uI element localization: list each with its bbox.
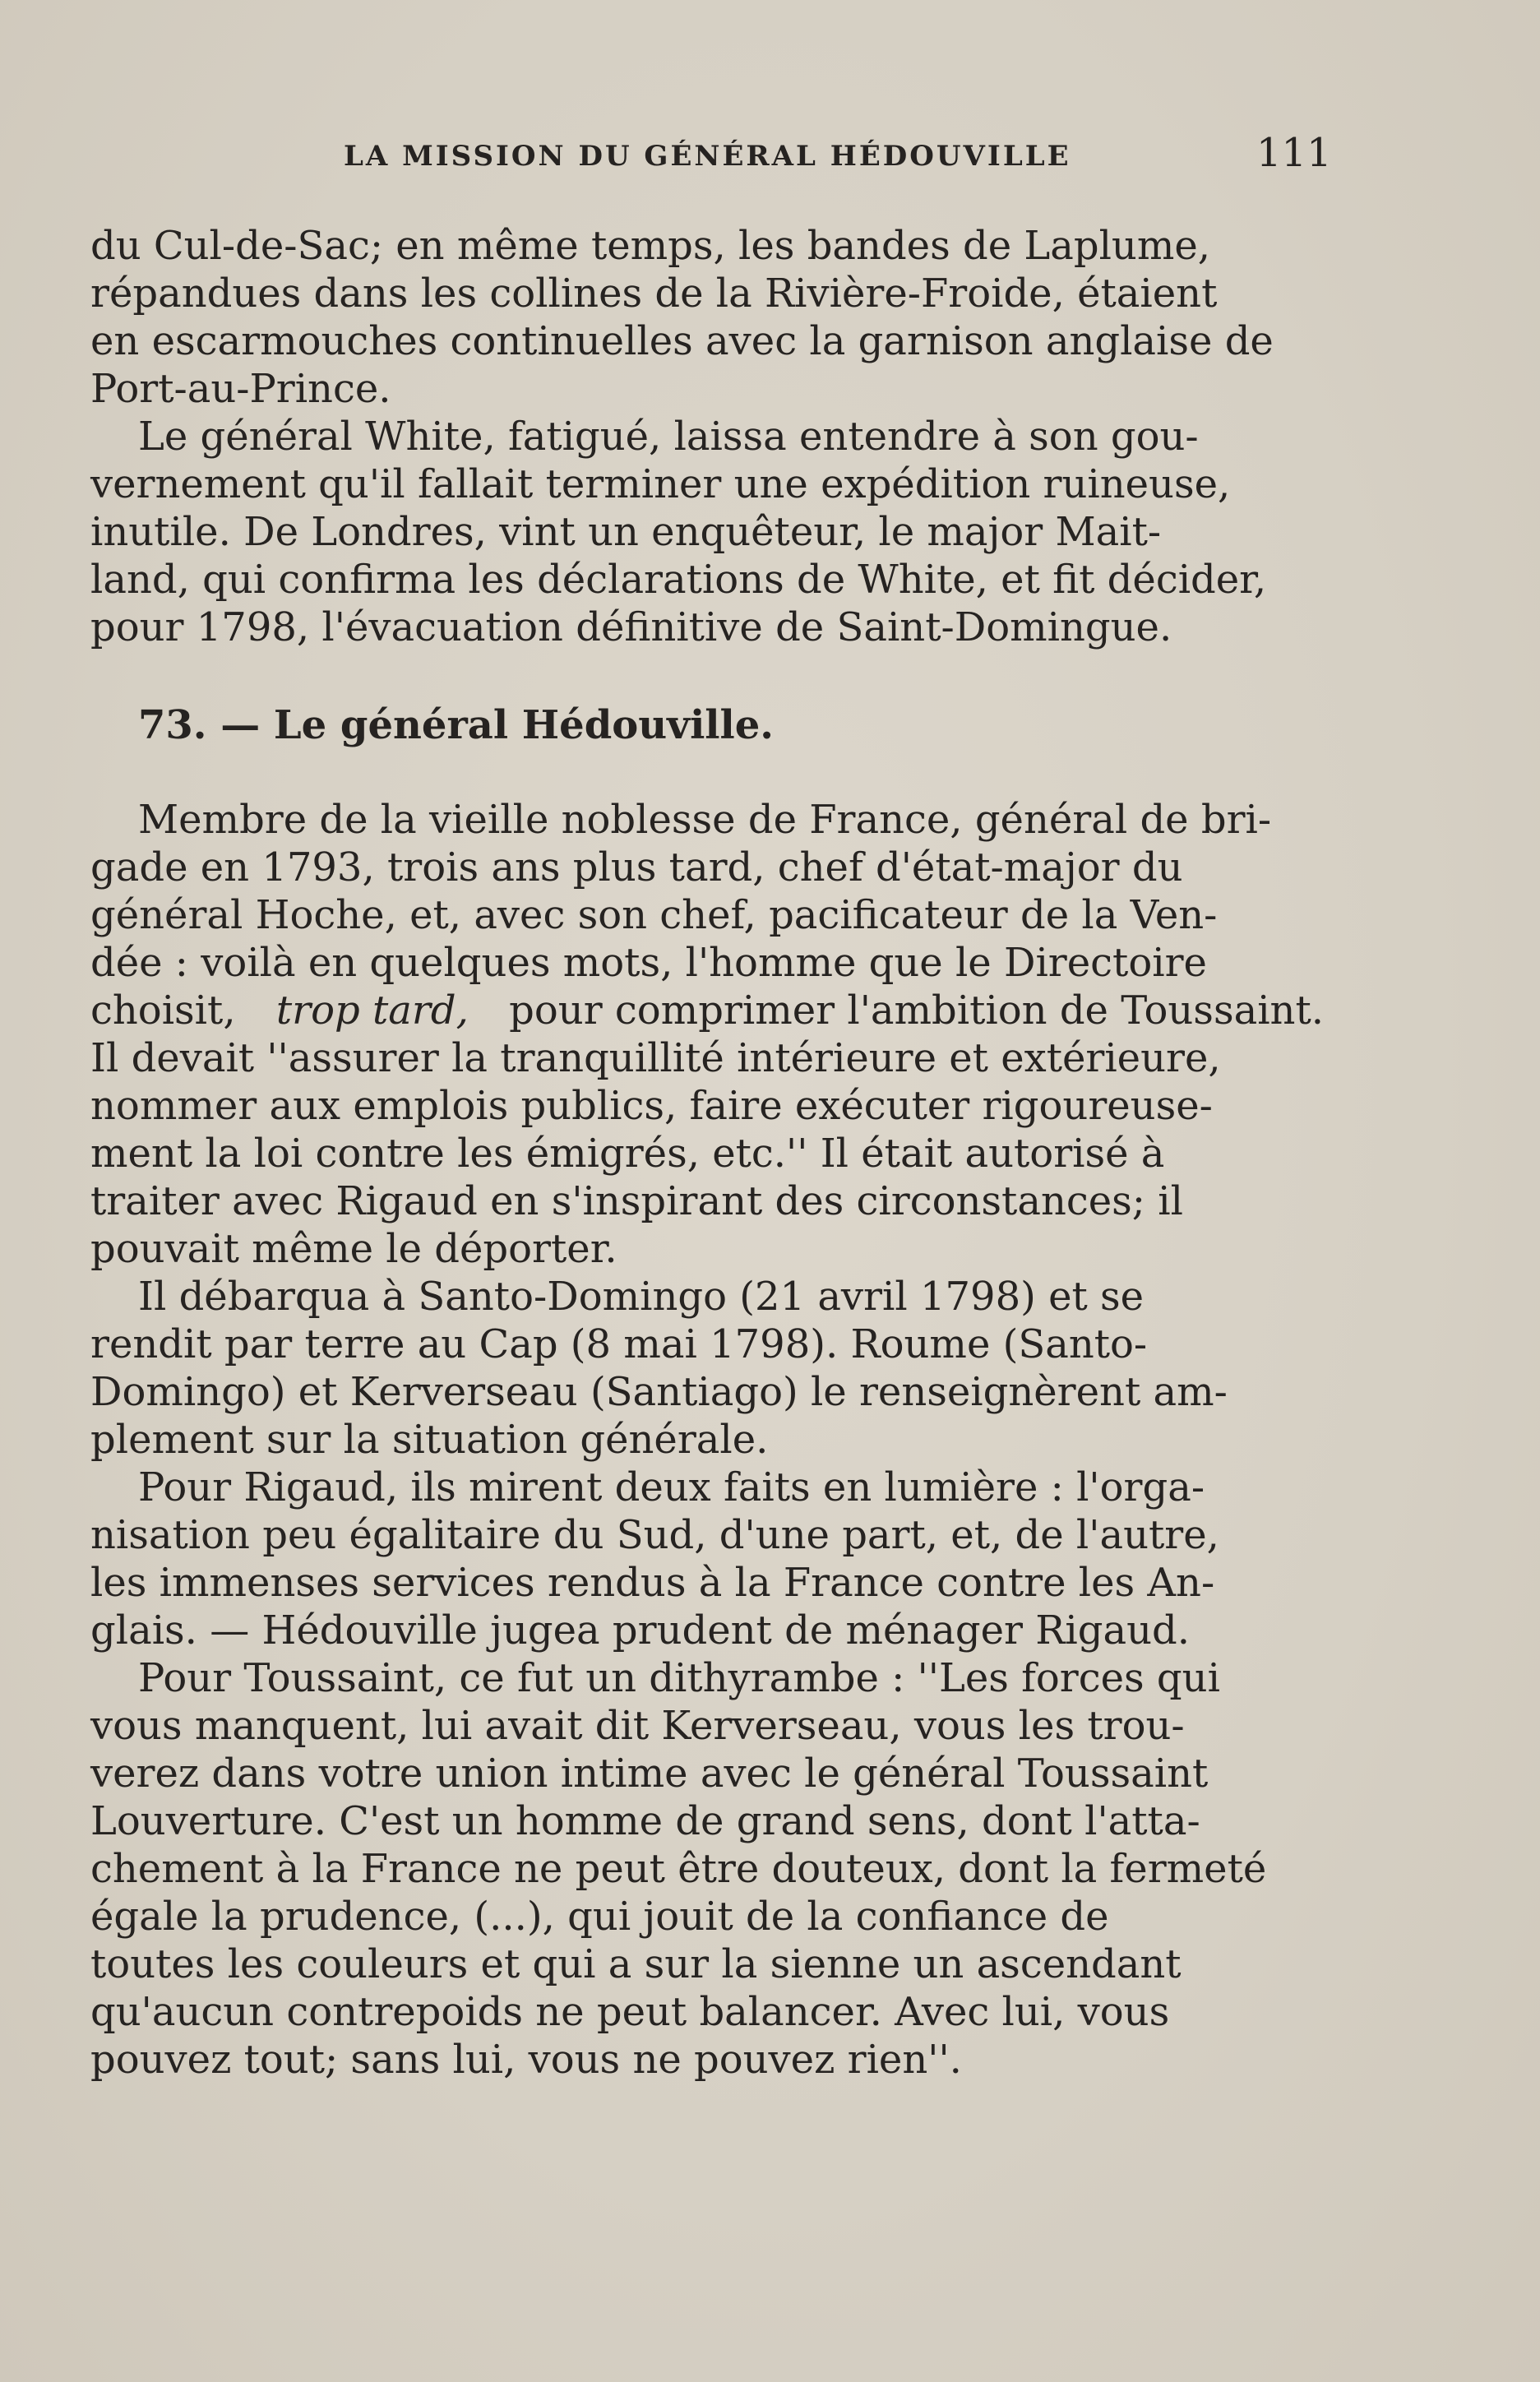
body-text <box>90 222 1324 2084</box>
section-heading: 73. — Le général Hédouville. <box>138 702 775 748</box>
text-line: chement à la France ne peut être douteux, dont la fermeté <box>90 1846 1267 1892</box>
text-line: égale la prudence, (...), qui jouit de la confiance de <box>90 1894 1109 1940</box>
text-line: Il débarqua à Santo-Domingo (21 avril 1798) et se <box>138 1274 1145 1320</box>
text-line: du Cul-de-Sac; en même temps, les bandes de Laplume, <box>90 223 1211 269</box>
text-line: gade en 1793, trois ans plus tard, chef d'état-major du <box>90 844 1183 890</box>
page-number: 111 <box>1256 130 1332 176</box>
text-line: répandues dans les collines de la Rivière-Froide, étaient <box>90 271 1218 317</box>
text-line: les immenses services rendus à la France contre les An- <box>90 1560 1215 1606</box>
text-line: nisation peu égalitaire du Sud, d'une part, et, de l'autre, <box>90 1512 1219 1558</box>
text-segment: pour comprimer l'ambition de Toussaint. <box>509 987 1324 1034</box>
text-line: Port-au-Prince. <box>90 366 391 412</box>
text-line: traiter avec Rigaud en s'inspirant des circonstances; il <box>90 1178 1183 1224</box>
text-line: qu'aucun contrepoids ne peut balancer. Avec lui, vous <box>90 1989 1170 2035</box>
text-line: général Hoche, et, avec son chef, pacificateur de la Ven- <box>90 892 1218 938</box>
italic-phrase: trop tard, <box>275 987 469 1034</box>
text-line: land, qui confirma les déclarations de White, et fit décider, <box>90 557 1267 603</box>
text-line: inutile. De Londres, vint un enquêteur, le major Mait- <box>90 509 1162 555</box>
text-line: verez dans votre union intime avec le général Toussaint <box>90 1751 1209 1797</box>
text-line: vous manquent, lui avait dit Kerverseau, vous les trou- <box>90 1703 1185 1749</box>
text-line: rendit par terre au Cap (8 mai 1798). Roume (Santo- <box>90 1321 1148 1367</box>
page-header <box>344 123 1330 197</box>
text-line: Il devait ''assurer la tranquillité intérieure et extérieure, <box>90 1035 1221 1081</box>
text-line: Le général White, fatigué, laissa entendre à son gou- <box>138 414 1199 460</box>
text-line: dée : voilà en quelques mots, l'homme que le Directoire <box>90 940 1207 986</box>
text-line: pouvait même le déporter. <box>90 1226 617 1272</box>
text-line: pour 1798, l'évacuation définitive de Saint-Domingue. <box>90 604 1172 650</box>
text-segment: choisit, <box>90 987 236 1034</box>
text-line: toutes les couleurs et qui a sur la sienne un ascendant <box>90 1941 1182 1987</box>
text-line: en escarmouches continuelles avec la garnison anglaise de <box>90 318 1274 364</box>
text-line: Domingo) et Kerverseau (Santiago) le renseignèrent am- <box>90 1369 1228 1415</box>
running-title: LA MISSION DU GÉNÉRAL HÉDOUVILLE <box>344 140 1071 173</box>
text-line: Pour Toussaint, ce fut un dithyrambe : ''Les forces qui <box>138 1655 1220 1701</box>
text-line: plement sur la situation générale. <box>90 1417 769 1463</box>
text-line: Louverture. C'est un homme de grand sens, dont l'atta- <box>90 1798 1200 1844</box>
text-line: Membre de la vieille noblesse de France, général de bri- <box>138 797 1272 843</box>
text-line-with-italic <box>90 987 1324 1034</box>
text-line: pouvez tout; sans lui, vous ne pouvez rien''. <box>90 2037 962 2083</box>
text-line: Pour Rigaud, ils mirent deux faits en lumière : l'orga- <box>138 1464 1205 1510</box>
text-line: vernement qu'il fallait terminer une expédition ruineuse, <box>90 461 1231 507</box>
text-line: glais. — Hédouville jugea prudent de ménager Rigaud. <box>90 1607 1190 1654</box>
text-line: nommer aux emplois publics, faire exécuter rigoureuse- <box>90 1083 1213 1129</box>
text-line: ment la loi contre les émigrés, etc.'' Il était autorisé à <box>90 1131 1165 1177</box>
